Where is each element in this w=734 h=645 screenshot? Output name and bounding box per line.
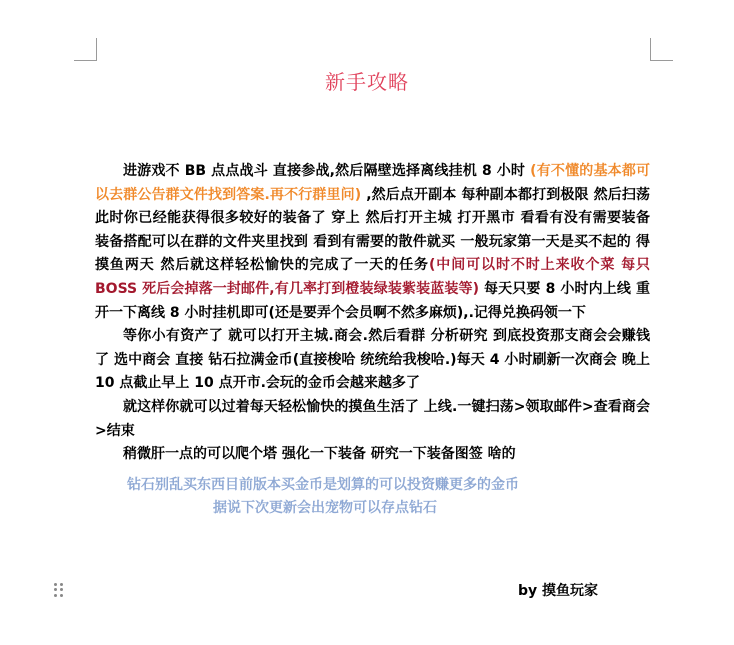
tip-note-line-2: 据说下次更新会出宠物可以存点钻石 (213, 500, 437, 516)
page-corner-mark-top-right (650, 38, 673, 61)
drag-handle-icon[interactable] (54, 583, 64, 597)
paragraph-1-text-e: 每天只要 8 小时内上线 重开一下离线 8 小时挂机即可(还是要弄个会员啊不然多麻烦),.记得兑换码领一下 (95, 280, 650, 321)
paragraph-1-maroon-note: (中间可以时不时上来收个菜 每只 BOSS 死后会掉落一封邮件,有几率打到橙装绿装紫装蓝装等) (95, 257, 650, 297)
paragraph-1 (95, 160, 650, 325)
author-signature: by 摸鱼玩家 (518, 583, 599, 599)
paragraph-4: 稍微肝一点的可以爬个塔 强化一下装备 研究一下装备图签 啥的 (123, 446, 516, 463)
page-corner-mark-top-left (74, 38, 97, 61)
tip-note (95, 474, 650, 520)
tip-note-line-1: 钻石别乱买东西目前版本买金币是划算的可以投资赚更多的金币 (127, 477, 519, 493)
paragraph-3: 就这样你就可以过着每天轻松愉快的摸鱼生活了 上线.一键扫荡>领取邮件>查看商会>结束 (95, 398, 650, 439)
paragraph-1-text-a: 进游戏不 BB 点点战斗 直接参战,然后隔壁选择离线挂机 8 小时 (123, 163, 531, 179)
paragraph-1-orange-note: (有不懂的基本都可以去群公告群文件找到答案.再不行群里问) (95, 163, 650, 203)
document-body (95, 160, 650, 467)
document-title: 新手攻略 (325, 70, 409, 94)
paragraph-1-text-c: ,然后点开副本 每种副本都打到极限 然后扫荡 此时你已经能获得很多较好的装备了 穿上 然后打开主城 打开黑市 看看有没有需要装备 装备搭配可以在群的文件夹里找到 看到有需要的散件就买 一般玩家第一天是买不起的 得摸鱼两天 然后就这样轻松愉快的完成了一天的任务 (95, 186, 650, 274)
paragraph-2: 等你小有资产了 就可以打开主城.商会.然后看群 分析研究 到底投资那支商会会赚钱了 选中商会 直接 钻石拉满金币(直接梭哈 统统给我梭哈.)每天 4 小时刷新一次商会 晚上 10 点截止早上 10 点开市.会玩的金币会越来越多了 (95, 328, 650, 392)
